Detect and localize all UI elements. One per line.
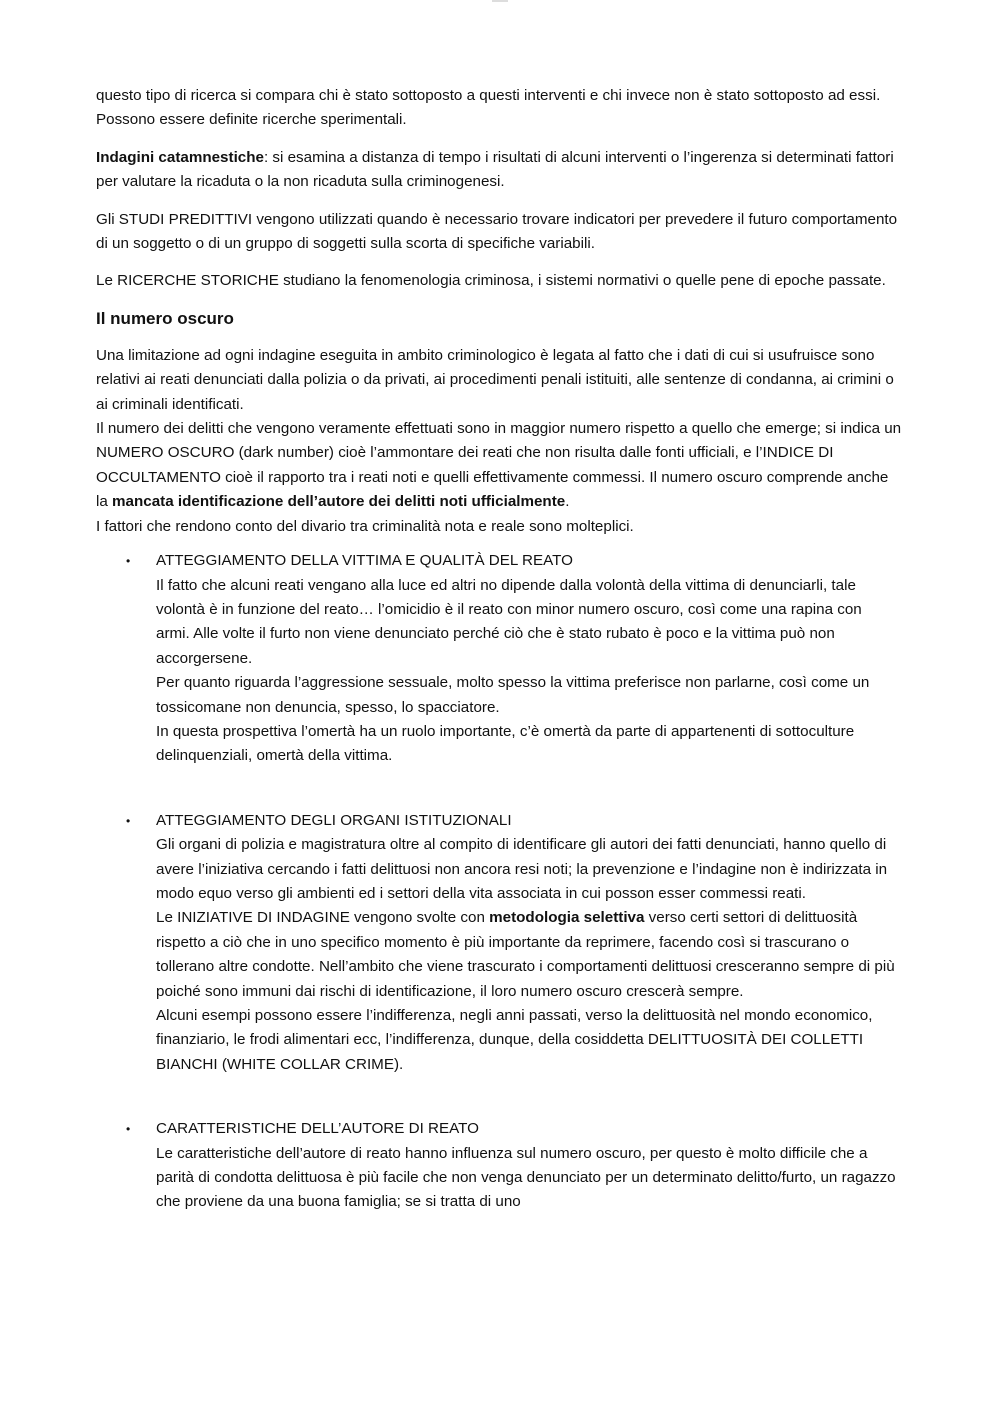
list-item-line: armi. Alle volte il furto non viene denunciato perché ciò che è stato rubato è poco e la vittima può non accorgersene. (156, 625, 835, 667)
list-item-bold: metodologia selettiva (489, 909, 645, 927)
term-catamnestic: Indagini catamnestiche (96, 148, 264, 166)
section-line-2-end: . (565, 493, 570, 511)
page-header-mark (492, 0, 508, 2)
list-item-line: Gli organi di polizia e magistratura oltre al compito di identificare gli autori dei fatti denunciati, hanno quello di avere l’iniziativa cercando i fatti delittuosi non ancora resi noti; la prevenzione e l’indagine non è indirizzata in modo equo verso gli ambienti ed i settori della vita associata in cui posson esser commessi reati. (156, 836, 888, 902)
list-item-title: CARATTERISTICHE DELL’AUTORE DI REATO (156, 1120, 479, 1138)
list-item (96, 1117, 904, 1215)
list-item-line: volontà è in funzione del reato… l’omicidio è il reato con minor numero oscuro, così come una rapina con (156, 600, 862, 618)
bullet-icon: • (126, 813, 131, 828)
list-item-text: verso certi settori di delittuosità rispetto a ciò che in uno specifico momento è più importante da reprimere, facendo così si trascurano o tollerano altre condotte. Nell’ambito che viene trascurato i comportamenti delittuosi cresceranno sempre di più poiché sono immuni dai rischi di identificazione, il loro numero oscuro crescerà sempre. (156, 909, 895, 1000)
bullet-icon: • (126, 1122, 131, 1137)
intro-paragraph-1: questo tipo di ricerca si compara chi è stato sottoposto a questi interventi e chi invece non è stato sottoposto ad essi. Possono essere definite ricerche sperimentali. (96, 87, 881, 129)
spacer (156, 1077, 904, 1117)
list-item-line: Alcuni esempi possono essere l’indifferenza, negli anni passati, verso la delittuosità nel mondo economico, finanziario, le frodi alimentari ecc, l’indifferenza, dunque, della cosiddetta DELITTUOSITÀ DEI COLLETTI BIANCHI (WHITE COLLAR CRIME). (156, 1007, 873, 1073)
spacer (156, 769, 904, 809)
list-item-line: In questa prospettiva l’omertà ha un ruolo importante, c’è omertà da parte di appartenenti di sottoculture delinquenziali, omertà della vittima. (156, 722, 855, 765)
list-item-line: Per quanto riguarda l’aggressione sessuale, molto spesso la vittima preferisce non parlarne, così come un tossicomane non denuncia, spesso, lo spacciatore. (156, 674, 870, 716)
factor-list (96, 549, 904, 1215)
section-heading: Il numero oscuro (96, 308, 234, 328)
list-item-line: Le caratteristiche dell’autore di reato hanno influenza sul numero oscuro, per questo è molto difficile che a parità di condotta delittuosa è più facile che non venga denunciato per un determinato delitto/furto, un ragazzo che proviene da una buona famiglia; se si tratta di uno (156, 1144, 896, 1211)
intro-paragraph-2 (96, 146, 904, 195)
section-line-2-bold: mancata identificazione dell’autore dei delitti noti ufficialmente (112, 493, 566, 511)
list-item (96, 549, 904, 809)
bullet-icon: • (126, 554, 131, 569)
list-item-line: Il fatto che alcuni reati vengano alla luce ed altri no dipende dalla volontà della vittima di denunciarli, tale (156, 576, 856, 594)
section-line-2-text: Il numero dei delitti che vengono veramente effettuati sono in maggior numero rispetto a quello che emerge; si indica un NUMERO OSCURO (dark number) cioè l’ammontare dei reati che non risulta dalle fonti ufficiali, e l’INDICE DI OCCULTAMENTO cioè il rapporto tra i reati noti e quelli effettivamente commessi. Il numero oscuro comprende anche la (96, 420, 902, 511)
section-line-3: I fattori che rendono conto del divario tra criminalità nota e reale sono molteplici. (96, 517, 634, 535)
list-item-line (156, 906, 904, 1004)
intro-paragraph-2-text: : si esamina a distanza di tempo i risultati di alcuni interventi o l’ingerenza si determinati fattori per valutare la ricaduta o la non ricaduta sulla criminogenesi. (96, 148, 894, 191)
document-page (96, 84, 904, 1215)
list-item-text: Le INIZIATIVE DI INDAGINE vengono svolte con (156, 909, 490, 927)
section-line-1: Una limitazione ad ogni indagine eseguita in ambito criminologico è legata al fatto che i dati di cui si usufruisce sono relativi ai reati denunciati dalla polizia o da privati, ai procedimenti penali istituiti, alle sentenze di condanna, ai crimini o ai criminali identificati. (96, 346, 894, 413)
list-item-title: ATTEGGIAMENTO DEGLI ORGANI ISTITUZIONALI (156, 811, 512, 829)
intro-paragraph-4: Le RICERCHE STORICHE studiano la fenomenologia criminosa, i sistemi normativi o quelle pene di epoche passate. (96, 272, 886, 290)
list-item-title: ATTEGGIAMENTO DELLA VITTIMA E QUALITÀ DEL REATO (156, 552, 573, 570)
list-item (96, 809, 904, 1117)
section-line-2 (96, 417, 904, 515)
intro-paragraph-3: Gli STUDI PREDITTIVI vengono utilizzati quando è necessario trovare indicatori per prevedere il futuro comportamento di un soggetto o di un gruppo di soggetti sulla scorta di specifiche variabili. (96, 210, 898, 253)
